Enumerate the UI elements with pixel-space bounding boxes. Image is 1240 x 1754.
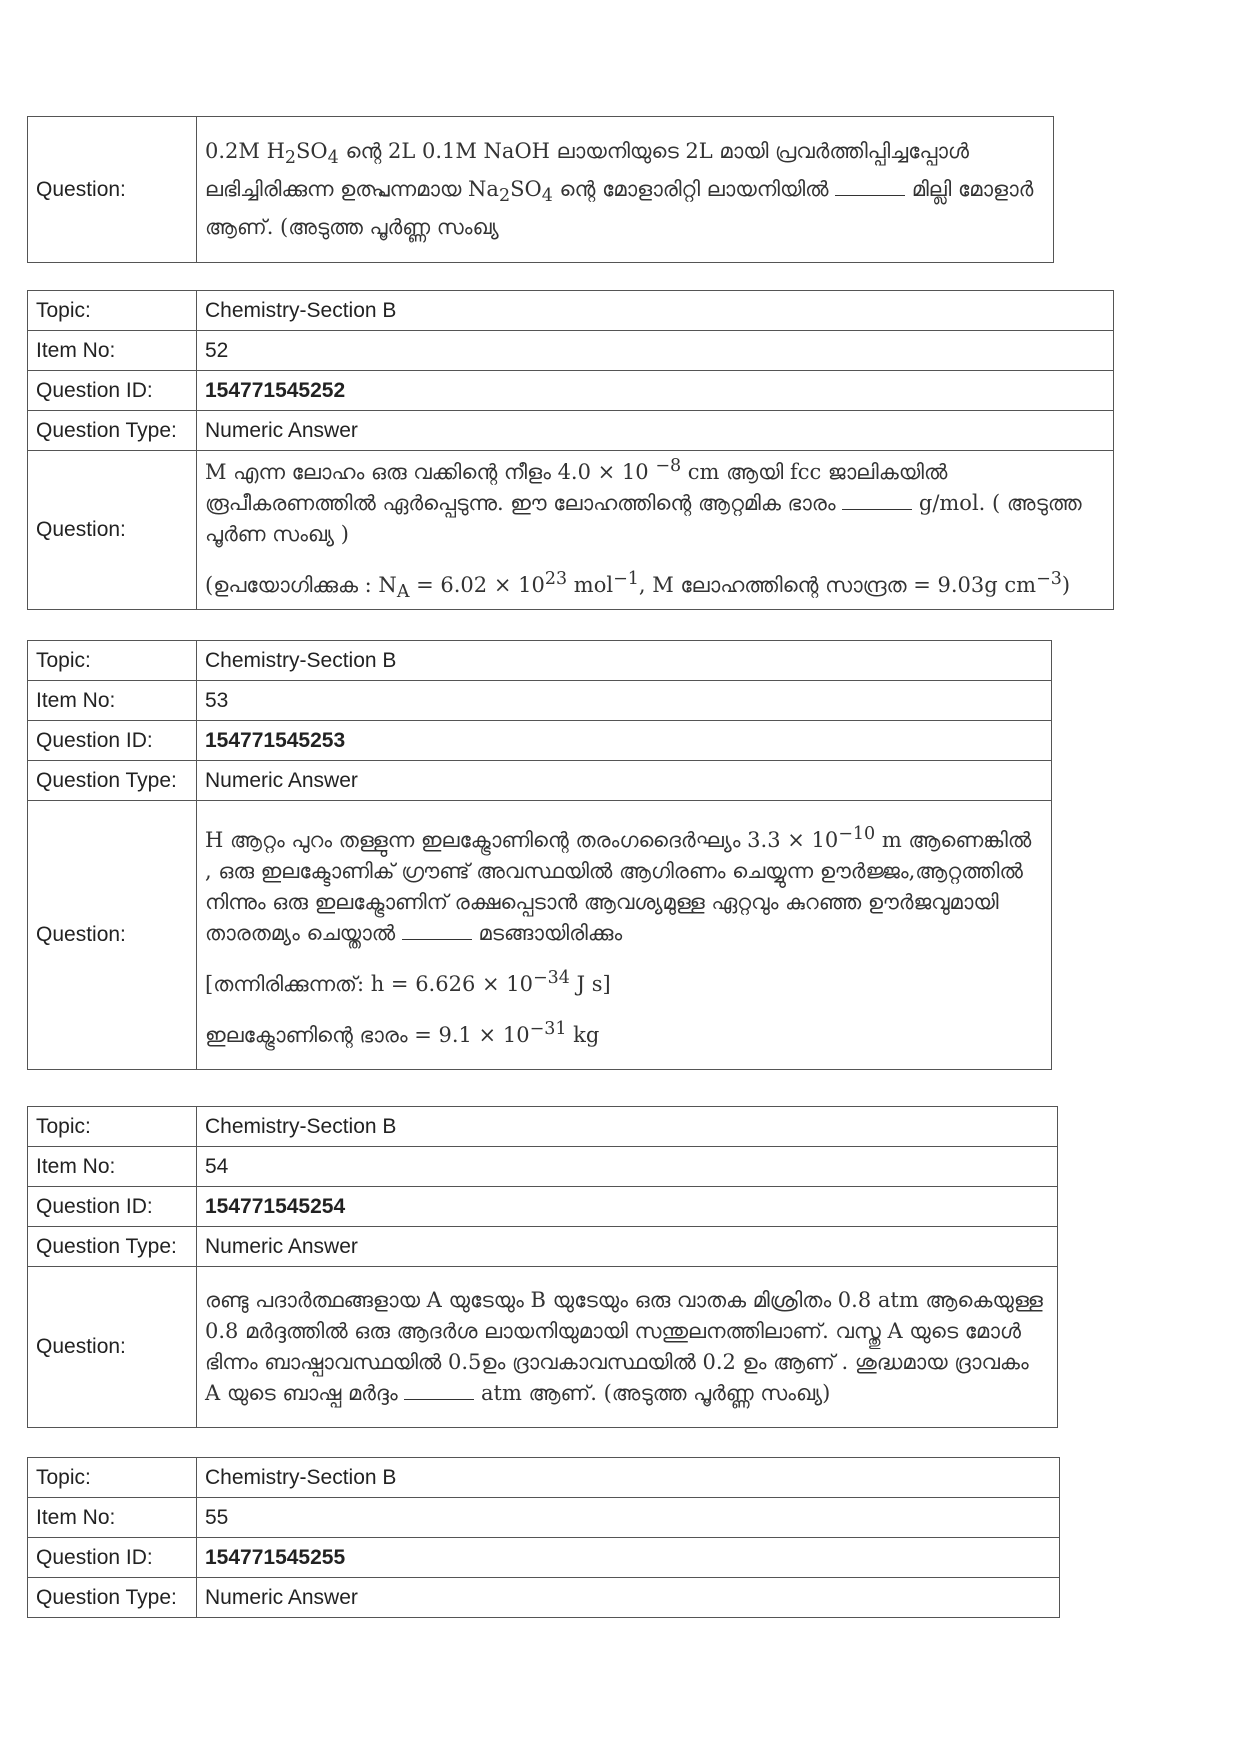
topic-value: Chemistry-Section B <box>197 641 1052 681</box>
question-id-label: Question ID: <box>28 371 197 411</box>
item-no-row <box>28 1147 1058 1187</box>
question-type-row <box>28 1578 1060 1618</box>
item-no-value: 55 <box>197 1498 1060 1538</box>
question-block-55 <box>27 1457 1060 1618</box>
question-id-label: Question ID: <box>28 1538 197 1578</box>
question-id-value: 154771545255 <box>197 1538 1060 1578</box>
question-type-label: Question Type: <box>28 1578 197 1618</box>
topic-label: Topic: <box>28 291 197 331</box>
item-no-row <box>28 681 1052 721</box>
question-label: Question: <box>28 1267 197 1428</box>
topic-value: Chemistry-Section B <box>197 1107 1058 1147</box>
item-no-value: 54 <box>197 1147 1058 1187</box>
item-no-value: 53 <box>197 681 1052 721</box>
item-no-label: Item No: <box>28 681 197 721</box>
topic-value: Chemistry-Section B <box>197 291 1114 331</box>
question-row <box>28 451 1114 610</box>
question-id-label: Question ID: <box>28 721 197 761</box>
question-block-52 <box>27 290 1114 610</box>
question-type-label: Question Type: <box>28 761 197 801</box>
question-type-label: Question Type: <box>28 1227 197 1267</box>
topic-value: Chemistry-Section B <box>197 1458 1060 1498</box>
answer-blank <box>404 1398 474 1400</box>
topic-row <box>28 1458 1060 1498</box>
question-text: 0.2M $H_2SO_4$ ന്റെ 2L 0.1M NaOH ലായനിയുടെ 2L മായി പ്രവർത്തിപ്പിച്ചപ്പോൾ ലഭിച്ചിരിക്കുന്ന ഉത്പ്പന്നമായ $Na_2SO_4$ ന്റെ മോളാരിറ്റി ലായനിയിൽ മില്ലി മോളാർ ആണ്. (അടുത്ത പൂർണ്ണ സംഖ്യ <box>197 117 1054 263</box>
question-row <box>28 801 1052 1070</box>
topic-row <box>28 641 1052 681</box>
question-block-54 <box>27 1106 1058 1428</box>
question-type-label: Question Type: <box>28 411 197 451</box>
question-label: Question: <box>28 117 197 263</box>
question-text: രണ്ടു പദാർത്ഥങ്ങളായ A യുടേയും B യുടേയും ഒരു വാതക മിശ്രിതം 0.8 atm ആകെയുള്ള 0.8 മർദ്ദത്തിൽ ഒരു ആദർശ ലായനിയുമായി സന്തുലനത്തിലാണ്. വസ്തു A യുടെ മോൾ ഭിന്നം ബാഷ്പാവസ്ഥയിൽ 0.5ഉം ദ്രാവകാവസ്ഥയിൽ 0.2 ഉം ആണ് . ശുദ്ധമായ ദ്രാവകം A യുടെ ബാഷ്പ മർദ്ദം atm ആണ്. (അടുത്ത പൂർണ്ണ സംഖ്യ) <box>197 1267 1058 1428</box>
topic-label: Topic: <box>28 1107 197 1147</box>
question-type-row <box>28 1227 1058 1267</box>
question-label: Question: <box>28 801 197 1070</box>
question-id-label: Question ID: <box>28 1187 197 1227</box>
topic-label: Topic: <box>28 1458 197 1498</box>
item-no-label: Item No: <box>28 1147 197 1187</box>
question-id-value: 154771545254 <box>197 1187 1058 1227</box>
item-no-row <box>28 331 1114 371</box>
item-no-value: 52 <box>197 331 1114 371</box>
question-row <box>28 117 1054 263</box>
question-type-value: Numeric Answer <box>197 761 1052 801</box>
item-no-label: Item No: <box>28 1498 197 1538</box>
question-type-value: Numeric Answer <box>197 411 1114 451</box>
question-text: H ആറ്റം പുറം തള്ളുന്ന ഇലക്ട്രോണിന്റെ തരംഗദൈർഘ്യം $3.3 \times 10^{-10}$ m ആണെങ്കിൽ , ഒരു ഇലക്ടോണിക് ഗ്രൗണ്ട് അവസ്ഥയിൽ ആഗിരണം ചെയ്യുന്ന ഊർജ്ജം,ആറ്റത്തിൽ നിന്നും ഒരു ഇലക്ട്രോണിന് രക്ഷപ്പെടാൻ ആവശ്യമുള്ള ഏറ്റവും കുറഞ്ഞ ഊർജവുമായി താരതമ്യം ചെയ്താൽ മടങ്ങായിരിക്കും [തന്നിരിക്കുന്നത്: $h = 6.626 \times 10^{-34}$ J s] ഇലക്ട്രോണിന്റെ ഭാരം = $9.1 \times 10^{-31}$ kg <box>197 801 1052 1070</box>
question-id-row <box>28 721 1052 761</box>
question-block-53 <box>27 640 1052 1070</box>
topic-label: Topic: <box>28 641 197 681</box>
item-no-label: Item No: <box>28 331 197 371</box>
question-type-value: Numeric Answer <box>197 1578 1060 1618</box>
question-type-row <box>28 761 1052 801</box>
topic-row <box>28 291 1114 331</box>
answer-blank <box>842 508 912 510</box>
answer-blank <box>835 194 905 196</box>
question-id-row <box>28 1187 1058 1227</box>
question-id-row <box>28 1538 1060 1578</box>
question-id-value: 154771545252 <box>197 371 1114 411</box>
answer-blank <box>402 938 472 940</box>
question-id-value: 154771545253 <box>197 721 1052 761</box>
question-type-row <box>28 411 1114 451</box>
question-block-prev <box>27 116 1054 263</box>
question-id-row <box>28 371 1114 411</box>
topic-row <box>28 1107 1058 1147</box>
question-label: Question: <box>28 451 197 610</box>
question-text: M എന്ന ലോഹം ഒരു വക്കിന്റെ നീളം 4.0 × 10 $^{-8}$ cm ആയി fcc ജാലികയിൽ രൂപീകരണത്തിൽ ഏർപ്പെടുന്നു. ഈ ലോഹത്തിന്റെ ആറ്റമിക ഭാരം g/mol. ( അടുത്ത പൂർണ സംഖ്യ ) (ഉപയോഗിക്കുക : $N_A = 6.02 \times 10^{23}$ mol$^{-1}$, M ലോഹത്തിന്റെ സാന്ദ്രത = 9.03g $cm^{-3}$) <box>197 451 1114 610</box>
item-no-row <box>28 1498 1060 1538</box>
question-row <box>28 1267 1058 1428</box>
question-type-value: Numeric Answer <box>197 1227 1058 1267</box>
